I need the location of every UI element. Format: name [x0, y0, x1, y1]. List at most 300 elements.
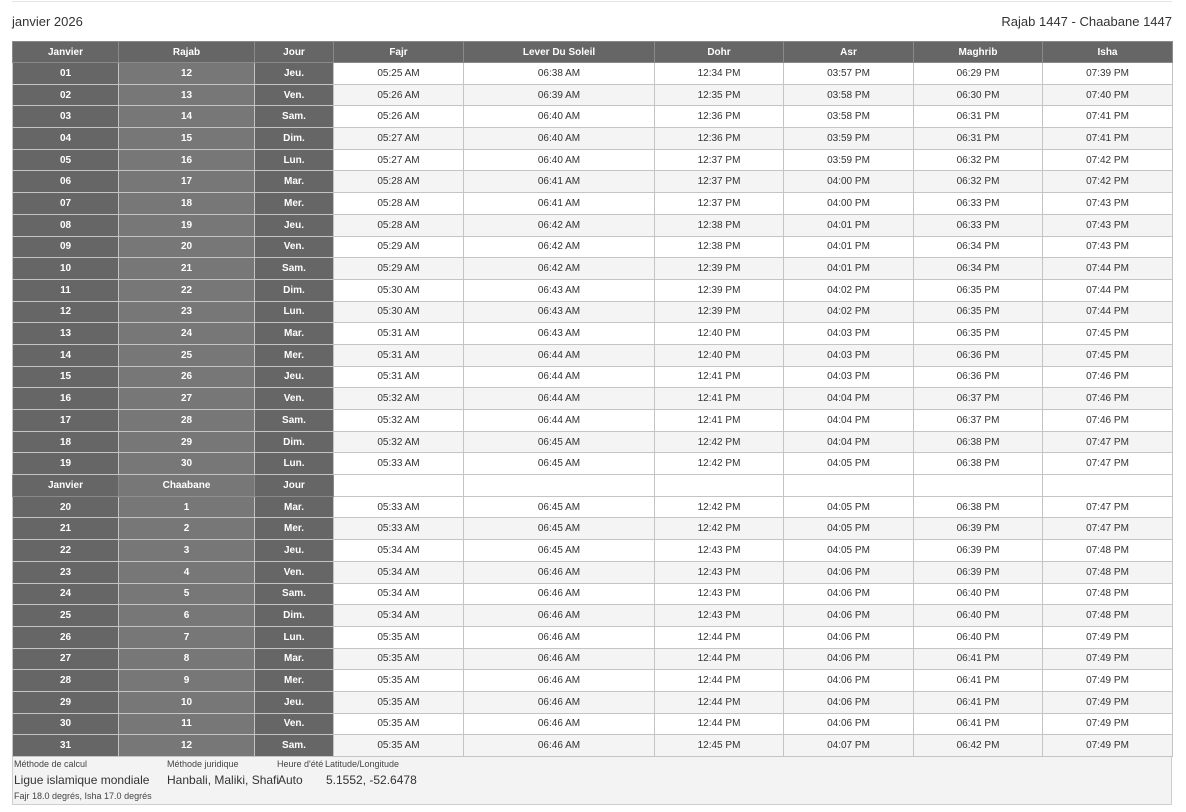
weekday: Mar.: [255, 323, 334, 345]
weekday: Sam.: [255, 106, 334, 128]
sunrise-time: 06:42 AM: [464, 258, 655, 280]
gregorian-day: 24: [13, 583, 119, 605]
dohr-time: 12:43 PM: [655, 540, 784, 562]
isha-time: 07:47 PM: [1043, 496, 1173, 518]
hijri-day: 4: [119, 561, 255, 583]
fajr-time: 05:28 AM: [334, 214, 464, 236]
weekday: Lun.: [255, 301, 334, 323]
isha-time: 07:39 PM: [1043, 63, 1173, 85]
sunrise-time: 06:38 AM: [464, 63, 655, 85]
gregorian-day: 04: [13, 128, 119, 150]
table-row: [13, 214, 1173, 236]
col-header-gregorian: Janvier: [13, 42, 119, 63]
table-body-rajab: [13, 63, 1173, 475]
weekday: Ven.: [255, 84, 334, 106]
dohr-time: 12:43 PM: [655, 583, 784, 605]
hijri-day: 27: [119, 388, 255, 410]
asr-time: 04:03 PM: [784, 366, 914, 388]
sunrise-time: 06:39 AM: [464, 84, 655, 106]
sunrise-time: 06:46 AM: [464, 626, 655, 648]
fajr-time: 05:32 AM: [334, 431, 464, 453]
hijri-day: 12: [119, 63, 255, 85]
dohr-time: 12:44 PM: [655, 648, 784, 670]
dohr-time: 12:38 PM: [655, 236, 784, 258]
hijri-day: 9: [119, 670, 255, 692]
asr-time: 04:06 PM: [784, 561, 914, 583]
dohr-time: 12:41 PM: [655, 388, 784, 410]
maghrib-time: 06:39 PM: [914, 540, 1043, 562]
maghrib-time: 06:38 PM: [914, 453, 1043, 475]
fajr-time: 05:30 AM: [334, 301, 464, 323]
isha-time: 07:46 PM: [1043, 366, 1173, 388]
calculation-info-footer: [12, 757, 1172, 805]
dohr-time: 12:40 PM: [655, 323, 784, 345]
asr-time: 03:57 PM: [784, 63, 914, 85]
sunrise-time: 06:45 AM: [464, 453, 655, 475]
table-row: [13, 84, 1173, 106]
gregorian-day: 08: [13, 214, 119, 236]
gregorian-day: 03: [13, 106, 119, 128]
dohr-time: 12:41 PM: [655, 410, 784, 432]
dohr-time: 12:39 PM: [655, 301, 784, 323]
sunrise-time: 06:45 AM: [464, 431, 655, 453]
asr-time: 04:05 PM: [784, 540, 914, 562]
dohr-time: 12:37 PM: [655, 149, 784, 171]
table-row: [13, 713, 1173, 735]
col-header-hijri: Rajab: [119, 42, 255, 63]
weekday: Jeu.: [255, 63, 334, 85]
maghrib-time: 06:41 PM: [914, 670, 1043, 692]
method-note: Fajr 18.0 degrés, Isha 17.0 degrés: [14, 791, 152, 801]
hijri-day: 6: [119, 605, 255, 627]
sunrise-time: 06:42 AM: [464, 214, 655, 236]
isha-time: 07:41 PM: [1043, 106, 1173, 128]
fajr-time: 05:35 AM: [334, 626, 464, 648]
weekday: Dim.: [255, 128, 334, 150]
isha-time: 07:46 PM: [1043, 388, 1173, 410]
isha-time: 07:48 PM: [1043, 561, 1173, 583]
latlon-value: 5.1552, -52.6478: [326, 773, 417, 787]
sunrise-time: 06:45 AM: [464, 496, 655, 518]
isha-time: 07:48 PM: [1043, 583, 1173, 605]
dohr-time: 12:36 PM: [655, 106, 784, 128]
sunrise-time: 06:46 AM: [464, 713, 655, 735]
isha-time: 07:43 PM: [1043, 193, 1173, 215]
weekday: Lun.: [255, 149, 334, 171]
maghrib-time: 06:39 PM: [914, 518, 1043, 540]
weekday: Mer.: [255, 518, 334, 540]
fajr-time: 05:35 AM: [334, 713, 464, 735]
weekday: Ven.: [255, 388, 334, 410]
asr-time: 04:06 PM: [784, 713, 914, 735]
gregorian-day: 22: [13, 540, 119, 562]
col-header-isha: Isha: [1043, 42, 1173, 63]
dohr-time: 12:38 PM: [655, 214, 784, 236]
maghrib-time: 06:41 PM: [914, 713, 1043, 735]
hijri-day: 28: [119, 410, 255, 432]
fajr-time: 05:35 AM: [334, 648, 464, 670]
isha-time: 07:44 PM: [1043, 258, 1173, 280]
isha-time: 07:49 PM: [1043, 713, 1173, 735]
isha-time: 07:49 PM: [1043, 670, 1173, 692]
maghrib-time: 06:35 PM: [914, 279, 1043, 301]
fajr-time: 05:35 AM: [334, 670, 464, 692]
fajr-time: 05:32 AM: [334, 388, 464, 410]
table-row: [13, 561, 1173, 583]
asr-time: 04:06 PM: [784, 626, 914, 648]
asr-time: 04:05 PM: [784, 496, 914, 518]
dohr-time: 12:42 PM: [655, 518, 784, 540]
fajr-time: 05:31 AM: [334, 344, 464, 366]
table-row: [13, 453, 1173, 475]
sunrise-time: 06:44 AM: [464, 366, 655, 388]
table-row: [13, 540, 1173, 562]
table-row: [13, 605, 1173, 627]
col-header-dohr: Dohr: [655, 42, 784, 63]
maghrib-time: 06:39 PM: [914, 561, 1043, 583]
table-row: [13, 518, 1173, 540]
subheader-blank: [655, 475, 784, 497]
table-row: [13, 323, 1173, 345]
table-row: [13, 149, 1173, 171]
isha-time: 07:43 PM: [1043, 214, 1173, 236]
subheader-row: [13, 475, 1173, 497]
asr-time: 04:00 PM: [784, 193, 914, 215]
maghrib-time: 06:41 PM: [914, 648, 1043, 670]
method-label: Méthode de calcul: [14, 759, 88, 769]
isha-time: 07:49 PM: [1043, 626, 1173, 648]
gregorian-day: 18: [13, 431, 119, 453]
fajr-time: 05:33 AM: [334, 453, 464, 475]
col-header-fajr: Fajr: [334, 42, 464, 63]
gregorian-day: 27: [13, 648, 119, 670]
gregorian-day: 10: [13, 258, 119, 280]
maghrib-time: 06:34 PM: [914, 258, 1043, 280]
gregorian-day: 02: [13, 84, 119, 106]
weekday: Dim.: [255, 279, 334, 301]
asr-time: 04:06 PM: [784, 583, 914, 605]
gregorian-day: 09: [13, 236, 119, 258]
hijri-day: 21: [119, 258, 255, 280]
maghrib-time: 06:42 PM: [914, 735, 1043, 757]
asr-time: 04:02 PM: [784, 301, 914, 323]
hijri-day: 29: [119, 431, 255, 453]
isha-time: 07:43 PM: [1043, 236, 1173, 258]
asr-time: 03:59 PM: [784, 128, 914, 150]
isha-time: 07:49 PM: [1043, 691, 1173, 713]
sunrise-time: 06:41 AM: [464, 193, 655, 215]
dohr-time: 12:40 PM: [655, 344, 784, 366]
hijri-day: 22: [119, 279, 255, 301]
gregorian-day: 13: [13, 323, 119, 345]
maghrib-time: 06:31 PM: [914, 128, 1043, 150]
hijri-day: 23: [119, 301, 255, 323]
weekday: Ven.: [255, 236, 334, 258]
asr-time: 04:06 PM: [784, 648, 914, 670]
fajr-time: 05:26 AM: [334, 106, 464, 128]
fajr-time: 05:32 AM: [334, 410, 464, 432]
hijri-day: 26: [119, 366, 255, 388]
gregorian-day: 31: [13, 735, 119, 757]
isha-time: 07:45 PM: [1043, 344, 1173, 366]
fajr-time: 05:33 AM: [334, 518, 464, 540]
weekday: Mer.: [255, 193, 334, 215]
maghrib-time: 06:40 PM: [914, 605, 1043, 627]
isha-time: 07:42 PM: [1043, 171, 1173, 193]
hijri-day: 16: [119, 149, 255, 171]
sunrise-time: 06:45 AM: [464, 518, 655, 540]
sunrise-time: 06:44 AM: [464, 344, 655, 366]
gregorian-day: 07: [13, 193, 119, 215]
dohr-time: 12:44 PM: [655, 626, 784, 648]
sunrise-time: 06:44 AM: [464, 410, 655, 432]
table-row: [13, 63, 1173, 85]
gregorian-day: 26: [13, 626, 119, 648]
isha-time: 07:49 PM: [1043, 735, 1173, 757]
subheader-day: Jour: [255, 475, 334, 497]
fajr-time: 05:31 AM: [334, 366, 464, 388]
isha-time: 07:47 PM: [1043, 518, 1173, 540]
gregorian-day: 29: [13, 691, 119, 713]
hijri-day: 1: [119, 496, 255, 518]
fajr-time: 05:28 AM: [334, 193, 464, 215]
weekday: Jeu.: [255, 540, 334, 562]
maghrib-time: 06:30 PM: [914, 84, 1043, 106]
col-header-day: Jour: [255, 42, 334, 63]
col-header-asr: Asr: [784, 42, 914, 63]
weekday: Mer.: [255, 344, 334, 366]
sunrise-time: 06:43 AM: [464, 323, 655, 345]
asr-time: 03:59 PM: [784, 149, 914, 171]
asr-time: 04:03 PM: [784, 323, 914, 345]
hijri-day: 20: [119, 236, 255, 258]
asr-time: 04:06 PM: [784, 691, 914, 713]
dohr-time: 12:44 PM: [655, 691, 784, 713]
dohr-time: 12:42 PM: [655, 453, 784, 475]
fajr-time: 05:34 AM: [334, 540, 464, 562]
asr-time: 04:04 PM: [784, 431, 914, 453]
table-row: [13, 236, 1173, 258]
dohr-time: 12:43 PM: [655, 561, 784, 583]
subheader-gregorian: Janvier: [13, 475, 119, 497]
dohr-time: 12:39 PM: [655, 279, 784, 301]
weekday: Sam.: [255, 583, 334, 605]
maghrib-time: 06:40 PM: [914, 583, 1043, 605]
sunrise-time: 06:46 AM: [464, 583, 655, 605]
fajr-time: 05:30 AM: [334, 279, 464, 301]
dohr-time: 12:41 PM: [655, 366, 784, 388]
fajr-time: 05:28 AM: [334, 171, 464, 193]
hijri-day: 15: [119, 128, 255, 150]
isha-time: 07:44 PM: [1043, 301, 1173, 323]
fajr-time: 05:31 AM: [334, 323, 464, 345]
subheader-blank: [784, 475, 914, 497]
fajr-time: 05:35 AM: [334, 735, 464, 757]
table-row: [13, 388, 1173, 410]
table-row: [13, 670, 1173, 692]
hijri-day: 7: [119, 626, 255, 648]
maghrib-time: 06:38 PM: [914, 431, 1043, 453]
maghrib-time: 06:36 PM: [914, 366, 1043, 388]
sunrise-time: 06:43 AM: [464, 301, 655, 323]
gregorian-day: 12: [13, 301, 119, 323]
table-body-chaabane: [13, 496, 1173, 756]
table-row: [13, 366, 1173, 388]
weekday: Ven.: [255, 713, 334, 735]
dst-value: Auto: [278, 773, 303, 787]
gregorian-day: 19: [13, 453, 119, 475]
dohr-time: 12:39 PM: [655, 258, 784, 280]
sunrise-time: 06:46 AM: [464, 605, 655, 627]
table-row: [13, 279, 1173, 301]
maghrib-time: 06:37 PM: [914, 410, 1043, 432]
maghrib-time: 06:33 PM: [914, 193, 1043, 215]
sunrise-time: 06:46 AM: [464, 735, 655, 757]
gregorian-day: 01: [13, 63, 119, 85]
asr-time: 04:05 PM: [784, 453, 914, 475]
gregorian-day: 11: [13, 279, 119, 301]
fajr-time: 05:27 AM: [334, 128, 464, 150]
table-row: [13, 583, 1173, 605]
gregorian-day: 21: [13, 518, 119, 540]
table-row: [13, 171, 1173, 193]
table-row: [13, 626, 1173, 648]
isha-time: 07:45 PM: [1043, 323, 1173, 345]
isha-time: 07:40 PM: [1043, 84, 1173, 106]
table-row: [13, 735, 1173, 757]
gregorian-day: 06: [13, 171, 119, 193]
table-row: [13, 344, 1173, 366]
maghrib-time: 06:32 PM: [914, 149, 1043, 171]
gregorian-day: 14: [13, 344, 119, 366]
maghrib-time: 06:37 PM: [914, 388, 1043, 410]
gregorian-day: 05: [13, 149, 119, 171]
col-header-maghrib: Maghrib: [914, 42, 1043, 63]
dohr-time: 12:36 PM: [655, 128, 784, 150]
hijri-day: 2: [119, 518, 255, 540]
sunrise-time: 06:44 AM: [464, 388, 655, 410]
dohr-time: 12:35 PM: [655, 84, 784, 106]
sunrise-time: 06:40 AM: [464, 128, 655, 150]
table-row: [13, 691, 1173, 713]
weekday: Sam.: [255, 410, 334, 432]
fajr-time: 05:25 AM: [334, 63, 464, 85]
gregorian-day: 20: [13, 496, 119, 518]
asr-time: 04:06 PM: [784, 605, 914, 627]
isha-time: 07:48 PM: [1043, 605, 1173, 627]
sunrise-time: 06:45 AM: [464, 540, 655, 562]
weekday: Jeu.: [255, 214, 334, 236]
hijri-day: 13: [119, 84, 255, 106]
sunrise-time: 06:46 AM: [464, 561, 655, 583]
asr-time: 04:03 PM: [784, 344, 914, 366]
gregorian-day: 16: [13, 388, 119, 410]
table-row: [13, 258, 1173, 280]
weekday: Ven.: [255, 561, 334, 583]
weekday: Dim.: [255, 605, 334, 627]
maghrib-time: 06:35 PM: [914, 301, 1043, 323]
dohr-time: 12:37 PM: [655, 171, 784, 193]
weekday: Lun.: [255, 626, 334, 648]
table-row: [13, 410, 1173, 432]
latlon-label: Latitude/Longitude: [325, 759, 400, 769]
sunrise-time: 06:46 AM: [464, 670, 655, 692]
sunrise-time: 06:41 AM: [464, 171, 655, 193]
asr-time: 04:04 PM: [784, 388, 914, 410]
weekday: Mar.: [255, 496, 334, 518]
maghrib-time: 06:35 PM: [914, 323, 1043, 345]
maghrib-time: 06:29 PM: [914, 63, 1043, 85]
hijri-day: 25: [119, 344, 255, 366]
weekday: Jeu.: [255, 366, 334, 388]
table-row: [13, 106, 1173, 128]
sunrise-time: 06:40 AM: [464, 149, 655, 171]
top-divider: [12, 1, 1172, 2]
gregorian-day: 30: [13, 713, 119, 735]
sunrise-time: 06:46 AM: [464, 648, 655, 670]
isha-time: 07:47 PM: [1043, 453, 1173, 475]
hijri-day: 10: [119, 691, 255, 713]
weekday: Sam.: [255, 258, 334, 280]
asr-time: 04:01 PM: [784, 258, 914, 280]
hijri-months-title: Rajab 1447 - Chaabane 1447: [1001, 14, 1172, 29]
fajr-time: 05:35 AM: [334, 691, 464, 713]
isha-time: 07:48 PM: [1043, 540, 1173, 562]
maghrib-time: 06:32 PM: [914, 171, 1043, 193]
isha-time: 07:46 PM: [1043, 410, 1173, 432]
sunrise-time: 06:42 AM: [464, 236, 655, 258]
dohr-time: 12:43 PM: [655, 605, 784, 627]
gregorian-day: 28: [13, 670, 119, 692]
asr-time: 04:04 PM: [784, 410, 914, 432]
sunrise-time: 06:46 AM: [464, 691, 655, 713]
hijri-day: 12: [119, 735, 255, 757]
sunrise-time: 06:43 AM: [464, 279, 655, 301]
subheader-blank: [334, 475, 464, 497]
isha-time: 07:41 PM: [1043, 128, 1173, 150]
fajr-time: 05:29 AM: [334, 258, 464, 280]
asr-time: 04:01 PM: [784, 236, 914, 258]
weekday: Jeu.: [255, 691, 334, 713]
gregorian-day: 17: [13, 410, 119, 432]
hijri-day: 18: [119, 193, 255, 215]
isha-time: 07:44 PM: [1043, 279, 1173, 301]
subheader-hijri: Chaabane: [119, 475, 255, 497]
table-row: [13, 193, 1173, 215]
hijri-day: 3: [119, 540, 255, 562]
month-title: janvier 2026: [12, 14, 83, 29]
header-row: [13, 42, 1173, 63]
maghrib-time: 06:38 PM: [914, 496, 1043, 518]
fajr-time: 05:34 AM: [334, 605, 464, 627]
gregorian-day: 25: [13, 605, 119, 627]
hijri-day: 11: [119, 713, 255, 735]
table-row: [13, 431, 1173, 453]
method-value: Ligue islamique mondiale: [14, 773, 150, 787]
dst-label: Heure d'été: [277, 759, 324, 769]
weekday: Mer.: [255, 670, 334, 692]
asr-time: 03:58 PM: [784, 106, 914, 128]
hijri-day: 30: [119, 453, 255, 475]
weekday: Sam.: [255, 735, 334, 757]
weekday: Lun.: [255, 453, 334, 475]
isha-time: 07:49 PM: [1043, 648, 1173, 670]
subheader-blank: [1043, 475, 1173, 497]
dohr-time: 12:44 PM: [655, 670, 784, 692]
weekday: Mar.: [255, 171, 334, 193]
maghrib-time: 06:41 PM: [914, 691, 1043, 713]
weekday: Dim.: [255, 431, 334, 453]
